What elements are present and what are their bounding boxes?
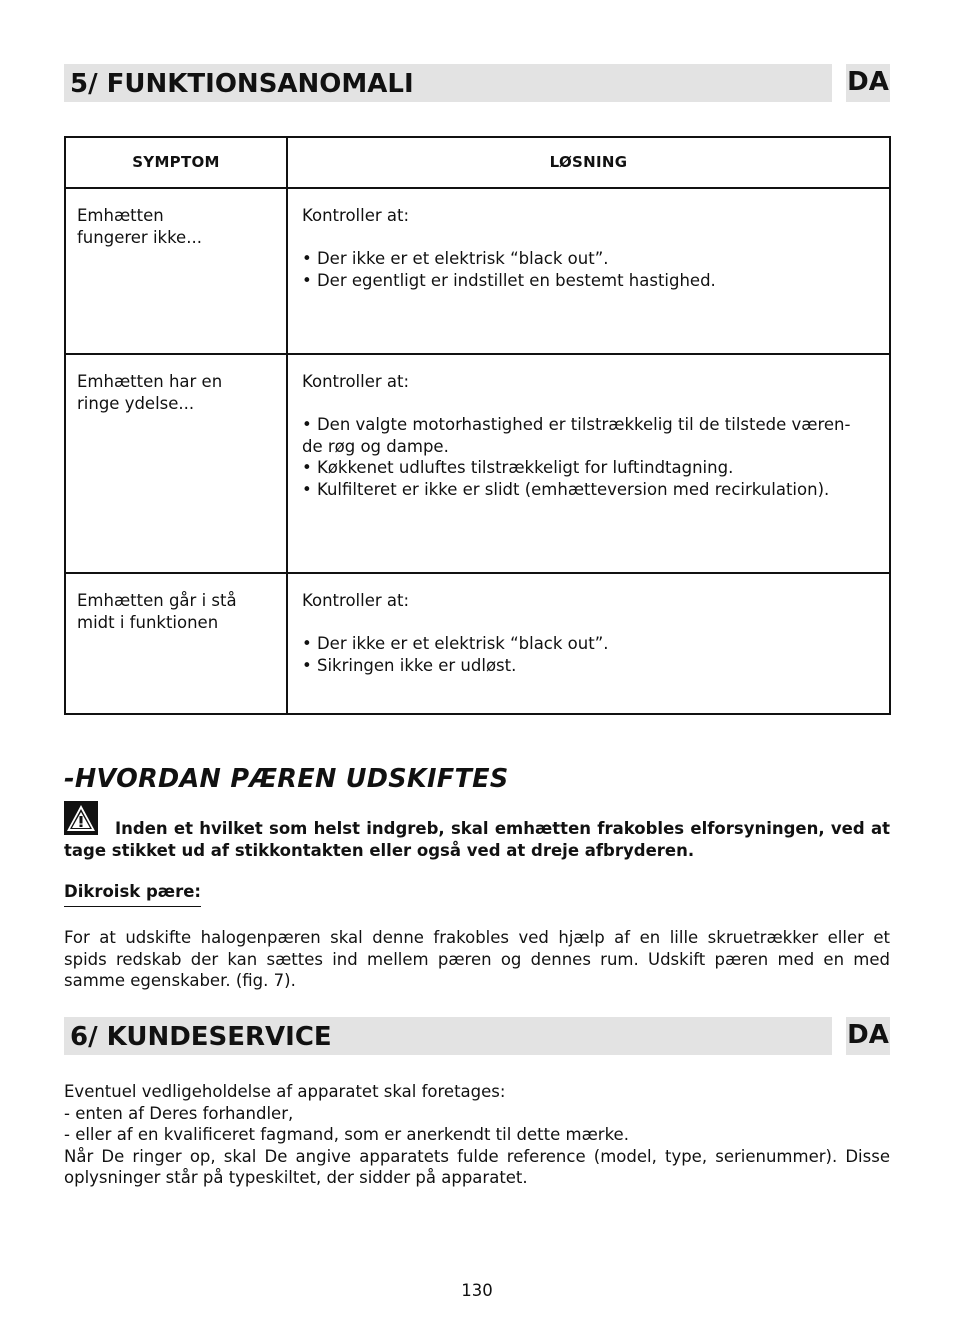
solution-bullet: • Der ikke er et elektrisk “black out”. <box>302 249 609 268</box>
table-header-row <box>65 137 890 188</box>
solution-intro: Kontroller at: <box>302 372 410 391</box>
symptom-text-line: midt i funktionen <box>77 612 219 632</box>
section-6-heading: 6/ KUNDESERVICE <box>64 1017 832 1055</box>
solution-bullet: • Køkkenet udluftes tilstrækkeligt for luftindtagning. <box>302 458 734 477</box>
symptom-text-line: Emhætten <box>77 206 164 225</box>
paragraph-line: For at udskifte halogenpæren skal denne frakobles ved hjælp af en lille skruetrækker eller et <box>64 928 890 947</box>
solution-bullet: de røg og dampe. <box>302 436 449 456</box>
solution-intro: Kontroller at: <box>302 206 410 225</box>
solution-bullet: • Der egentligt er indstillet en bestemt hastighed. <box>302 270 716 290</box>
customer-service-text <box>64 1081 890 1189</box>
solution-cell <box>287 573 890 714</box>
bulb-subheading: Dikroisk pære: <box>64 882 201 907</box>
solution-bullet: • Kulfilteret er ikke er slidt (emhætteversion med recirkulation). <box>302 479 830 499</box>
paragraph-line: spids redskab der kan sættes ind mellem pæren og dennes rum. Udskift pæren med en med <box>64 949 890 969</box>
symptom-cell <box>65 354 287 573</box>
language-tag: DA <box>846 64 890 102</box>
page-number: 130 <box>461 1281 493 1300</box>
solution-header: LØSNING <box>287 137 890 188</box>
safety-warning: Inden et hvilket som helst indgreb, skal emhætten frakobles elforsyningen, ved at tage stikket ud af stikkontakten eller også ved at dreje afbryderen. <box>64 819 890 860</box>
solution-bullet: • Sikringen ikke er udløst. <box>302 655 517 675</box>
paragraph-line: Når De ringer op, skal De angive apparatets fulde reference (model, type, serienummer). Disse <box>64 1146 890 1166</box>
solution-bullet: • Den valgte motorhastighed er tilstrækkelig til de tilstede væren- <box>302 415 851 434</box>
troubleshooting-table <box>64 136 891 715</box>
table-row <box>65 354 890 573</box>
bulb-paragraph <box>64 927 890 992</box>
symptom-text-line: ringe ydelse... <box>77 393 195 413</box>
solution-cell <box>287 354 890 573</box>
solution-bullet: • Der ikke er et elektrisk “black out”. <box>302 634 609 653</box>
table-row <box>65 573 890 714</box>
solution-intro: Kontroller at: <box>302 591 410 610</box>
table-row <box>65 188 890 354</box>
paragraph-line: oplysninger står på typeskiltet, der sidder på apparatet. <box>64 1168 528 1187</box>
section-5-heading: 5/ FUNKTIONSANOMALI <box>64 64 832 102</box>
paragraph-line: - eller af en kvalificeret fagmand, som er anerkendt til dette mærke. <box>64 1125 629 1144</box>
symptom-header: SYMPTOM <box>65 137 287 188</box>
symptom-text-line: fungerer ikke... <box>77 227 202 247</box>
lamp-section-title: -HVORDAN PÆREN UDSKIFTES <box>64 764 509 794</box>
paragraph-line: - enten af Deres forhandler, <box>64 1103 294 1123</box>
paragraph-line: samme egenskaber. (fig. 7). <box>64 971 296 990</box>
symptom-text-line: Emhætten har en <box>77 372 223 391</box>
symptom-cell <box>65 188 287 354</box>
symptom-text-line: Emhætten går i stå <box>77 591 237 610</box>
solution-cell <box>287 188 890 354</box>
language-tag: DA <box>846 1017 890 1055</box>
paragraph-line: Eventuel vedligeholdelse af apparatet skal foretages: <box>64 1082 506 1101</box>
symptom-cell <box>65 573 287 714</box>
